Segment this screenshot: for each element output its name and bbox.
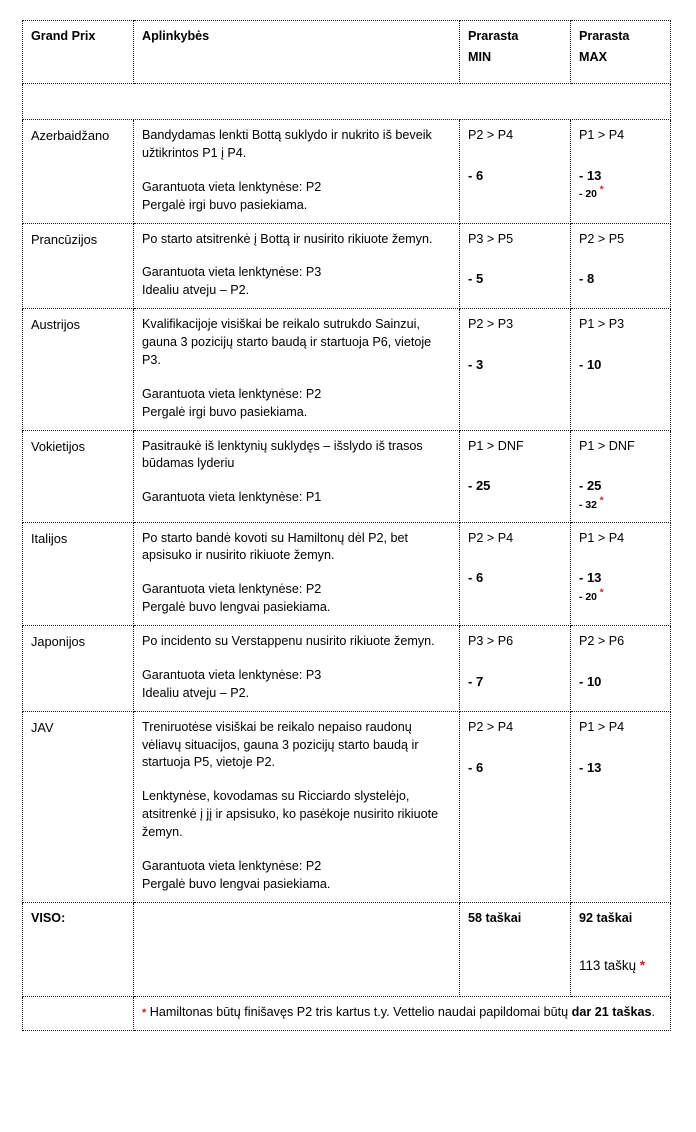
grand-prix-name: JAV: [31, 719, 54, 735]
position-change-min: P3 > P6: [468, 634, 514, 649]
row-grand-prix: [23, 522, 134, 626]
header-label-lost-min-line1: Prarasta: [468, 29, 519, 43]
grand-prix-name: Italijos: [31, 530, 68, 546]
row-lost-max: [571, 309, 671, 430]
row-circumstances: [134, 522, 460, 626]
grand-prix-name: Vokietijos: [31, 438, 86, 454]
circumstance-paragraph: Garantuota vieta lenktynėse: P3: [142, 265, 322, 280]
position-change-min: P2 > P4: [468, 530, 514, 545]
header-label-lost-max-line2: MAX: [579, 49, 607, 64]
totals-label-cell: [23, 902, 134, 996]
row-lost-min: [460, 626, 571, 712]
points-lost-min: - 3: [468, 357, 484, 372]
position-change-max: P1 > P3: [579, 317, 625, 332]
row-circumstances: [134, 430, 460, 522]
position-change-max: P1 > DNF: [579, 438, 635, 453]
table-row: [23, 309, 671, 430]
footnote-cell: [134, 996, 671, 1030]
footnote-text-before: Hamiltonas būtų finišavęs P2 tris kartus t.y. Vettelio naudai papildomai būtų: [146, 1004, 572, 1019]
points-lost-min: - 25: [468, 478, 491, 494]
footnote-asterisk-icon: *: [599, 495, 604, 507]
footnote-asterisk-icon: *: [599, 184, 604, 196]
row-lost-min: [460, 120, 571, 224]
row-grand-prix: [23, 120, 134, 224]
totals-max-value: 92 taškai: [579, 910, 633, 925]
circumstance-paragraph: Lenktynėse, kovodamas su Ricciardo slystelėjo, atsitrenkė į jį ir apsisuko, ko pasėkoje nusirito rikiuote žemyn.: [142, 789, 439, 840]
position-change-min: P3 > P5: [468, 231, 514, 246]
points-lost-max: - 13: [579, 167, 602, 183]
header-label-circumstances: Aplinkybės: [142, 29, 210, 43]
header-body-spacer: [23, 84, 671, 120]
points-lost-max-alt: [579, 184, 662, 203]
circumstance-paragraph: Garantuota vieta lenktynėse: P3: [142, 667, 322, 682]
row-grand-prix: [23, 309, 134, 430]
circumstance-paragraph: Pergalė buvo lengvai pasiekiama.: [142, 876, 331, 891]
totals-row: [23, 902, 671, 996]
table-row: [23, 626, 671, 712]
totals-max-cell: [571, 902, 671, 996]
table-row: [23, 711, 671, 902]
points-lost-min: - 7: [468, 673, 484, 689]
row-lost-min: [460, 522, 571, 626]
row-lost-max: [571, 711, 671, 902]
points-lost-min: - 6: [468, 759, 484, 775]
table-row: [23, 120, 671, 224]
row-circumstances: [134, 711, 460, 902]
totals-max-alt-value: 113 taškų: [579, 957, 637, 973]
row-lost-min: [460, 711, 571, 902]
totals-label: VISO:: [31, 910, 66, 925]
circumstance-paragraph: Bandydamas lenkti Bottą suklydo ir nukrito iš beveik užtikrintos P1 į P4.: [142, 128, 432, 160]
totals-empty-cell: [134, 902, 460, 996]
position-change-max: P2 > P6: [579, 634, 625, 649]
points-lost-max: - 25: [579, 478, 602, 494]
header-cell-grand-prix: [23, 21, 134, 84]
circumstance-paragraph: Garantuota vieta lenktynėse: P2: [142, 386, 322, 401]
row-lost-max: [571, 626, 671, 712]
position-change-max: P2 > P5: [579, 231, 625, 246]
row-lost-min: [460, 223, 571, 309]
points-lost-min: - 5: [468, 271, 484, 287]
totals-max-alt: [579, 956, 662, 975]
totals-min-cell: [460, 902, 571, 996]
position-change-min: P2 > P4: [468, 719, 514, 734]
row-circumstances: [134, 120, 460, 224]
points-lost-max-alt-value: - 20: [579, 591, 597, 603]
row-lost-max: [571, 120, 671, 224]
totals-min-value: 58 taškai: [468, 910, 522, 925]
points-lost-max-alt-value: - 32: [579, 499, 597, 511]
footnote-row: [23, 996, 671, 1030]
footnote-asterisk-icon: *: [142, 1006, 147, 1019]
position-change-min: P1 > DNF: [468, 438, 524, 453]
position-change-max: P1 > P4: [579, 128, 625, 142]
row-circumstances: [134, 309, 460, 430]
row-grand-prix: [23, 711, 134, 902]
table-header-row: [23, 21, 671, 84]
footnote-text-bold: dar 21 taškas: [571, 1004, 652, 1019]
row-grand-prix: [23, 223, 134, 309]
grand-prix-name: Prancūzijos: [31, 231, 98, 247]
header-label-lost-min-line2: MIN: [468, 49, 492, 64]
circumstance-paragraph: Kvalifikacijoje visiškai be reikalo sutrukdo Sainzui, gauna 3 pozicijų starto baudą ir startuoja P6, vietoje P3.: [142, 317, 432, 367]
circumstance-paragraph: Pergalė irgi buvo pasiekiama.: [142, 404, 308, 419]
row-lost-min: [460, 309, 571, 430]
grand-prix-name: Japonijos: [31, 634, 86, 650]
header-label-lost-max-line1: Prarasta: [579, 29, 630, 43]
grand-prix-name: Austrijos: [31, 317, 81, 333]
row-lost-max: [571, 223, 671, 309]
circumstance-paragraph: Treniruotėse visiškai be reikalo nepaiso raudonų vėliavų situacijos, gauna 3 pozicijų starto baudą ir startuoja P5, vietoje P2.: [142, 719, 419, 770]
row-lost-max: [571, 522, 671, 626]
points-lost-max: - 8: [579, 271, 595, 287]
table-row: [23, 223, 671, 309]
header-cell-lost-max: [571, 21, 671, 84]
circumstance-paragraph: Pergalė irgi buvo pasiekiama.: [142, 197, 308, 212]
circumstance-paragraph: Garantuota vieta lenktynėse: P2: [142, 179, 322, 194]
points-lost-min: - 6: [468, 570, 484, 586]
footnote-empty-cell: [23, 996, 134, 1030]
points-lost-max-alt-value: - 20: [579, 189, 597, 201]
circumstance-paragraph: Pasitraukė iš lenktynių suklydęs – išslydo iš trasos būdamas lyderiu: [142, 438, 423, 471]
row-lost-max: [571, 430, 671, 522]
grand-prix-name: Azerbaidžano: [31, 128, 110, 143]
spacer-band: [23, 84, 671, 120]
points-lost-max: - 13: [579, 759, 602, 775]
header-label-grand-prix: Grand Prix: [31, 29, 96, 43]
points-lost-max: - 13: [579, 570, 602, 586]
circumstance-paragraph: Po starto bandė kovoti su Hamiltonų dėl P2, bet apsisuko ir nusirito rikiuote žemyn.: [142, 530, 409, 563]
footnote-asterisk-icon: *: [639, 957, 646, 973]
circumstance-paragraph: Idealiu atveju – P2.: [142, 283, 250, 298]
lost-points-table: [22, 20, 671, 1031]
header-cell-circumstances: [134, 21, 460, 84]
points-lost-max: - 10: [579, 357, 602, 372]
position-change-min: P2 > P3: [468, 317, 514, 332]
table-row: [23, 522, 671, 626]
position-change-min: P2 > P4: [468, 128, 514, 142]
circumstance-paragraph: Garantuota vieta lenktynėse: P2: [142, 858, 322, 873]
table-row: [23, 430, 671, 522]
position-change-max: P1 > P4: [579, 530, 625, 545]
row-grand-prix: [23, 430, 134, 522]
row-grand-prix: [23, 626, 134, 712]
circumstance-paragraph: Garantuota vieta lenktynėse: P1: [142, 490, 322, 505]
position-change-max: P1 > P4: [579, 719, 625, 734]
circumstance-paragraph: Po incidento su Verstappenu nusirito rikiuote žemyn.: [142, 634, 435, 649]
circumstance-paragraph: Garantuota vieta lenktynėse: P2: [142, 582, 322, 597]
circumstance-paragraph: Po starto atsitrenkė į Bottą ir nusirito rikiuote žemyn.: [142, 231, 433, 246]
points-lost-min: - 6: [468, 167, 484, 183]
points-lost-max-alt: [579, 587, 662, 606]
circumstance-paragraph: Pergalė buvo lengvai pasiekiama.: [142, 600, 331, 615]
circumstance-paragraph: Idealiu atveju – P2.: [142, 685, 250, 700]
header-cell-lost-min: [460, 21, 571, 84]
points-lost-max: - 10: [579, 673, 602, 689]
row-circumstances: [134, 223, 460, 309]
points-lost-max-alt: [579, 495, 662, 514]
footnote-text-after: .: [651, 1004, 655, 1019]
row-lost-min: [460, 430, 571, 522]
footnote-asterisk-icon: *: [599, 587, 604, 599]
row-circumstances: [134, 626, 460, 712]
